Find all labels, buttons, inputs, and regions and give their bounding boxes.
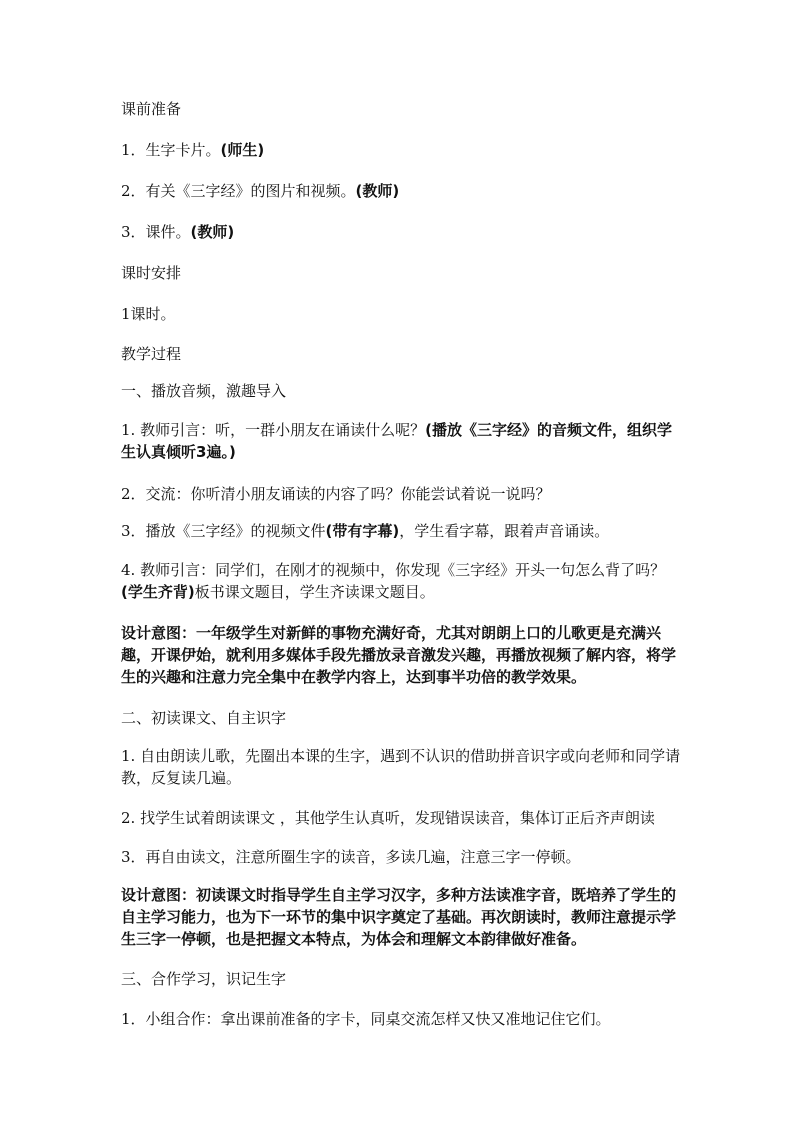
prep-item-2-note: (教师) [355, 182, 400, 200]
prep-item-1-note: (师生) [220, 141, 265, 159]
part1-item-1-note: (播放《三字经》的音频文件，组织学生认真倾听3遍。) [121, 421, 672, 461]
part1-heading: 一、播放音频，激趣导入 [121, 382, 287, 400]
prep-heading: 课前准备 [121, 100, 182, 118]
part1-item-3-text-b: ，学生看字幕，跟着声音诵读。 [399, 522, 610, 540]
design-intent-1: 设计意图：一年级学生对新鲜的事物充满好奇，尤其对朗朗上口的儿歌更是充满兴趣，开课伊始，就利用多媒体手段先播放录音激发兴趣，再播放视频了解内容，将学生的兴趣和注意力完全集中在教学内容上，达到事半功倍的教学效果。 [121, 624, 677, 686]
prep-item-3-note: (教师) [190, 223, 235, 241]
part2-item-1: 1. 自由朗读儿歌，先圈出本课的生字，遇到不认识的借助拼音识字或向老师和同学请教，反复读几遍。 [121, 747, 681, 787]
part1-item-4 [121, 559, 686, 603]
part3-item-1: 1．小组合作：拿出课前准备的字卡，同桌交流怎样又快又准地记住它们。 [121, 1010, 611, 1028]
part1-item-2: 2．交流：你听清小朋友诵读的内容了吗？你能尝试着说一说吗？ [121, 485, 551, 503]
prep-item-1 [121, 139, 686, 161]
part1-item-4-text-b: 板书课文题目，学生齐读课文题目。 [194, 583, 435, 601]
part2-item-3: 3．再自由读文，注意所圈生字的读音，多读几遍，注意三字一停顿。 [121, 848, 581, 866]
prep-item-3 [121, 221, 686, 243]
prep-item-2-text: 2．有关《三字经》的图片和视频。 [121, 182, 356, 200]
part1-item-4-text-a: 4. 教师引言：同学们，在刚才的视频中，你发现《三字经》开头一句怎么背了吗？ [121, 561, 666, 579]
part1-item-1 [121, 419, 686, 463]
part1-item-1-text: 1. 教师引言：听，一群小朋友在诵读什么呢？ [121, 421, 426, 439]
part1-item-3 [121, 520, 686, 542]
prep-item-1-text: 1．生字卡片。 [121, 141, 221, 159]
part3-heading: 三、合作学习，识记生字 [121, 970, 287, 988]
part2-item-2: 2. 找学生试着朗读课文 ，其他学生认真听，发现错误读音，集体订正后齐声朗读 [121, 809, 655, 827]
prep-item-3-text: 3．课件。 [121, 223, 191, 241]
part1-item-3-text-a: 3．播放《三字经》的视频文件 [121, 522, 326, 540]
part1-item-4-note: (学生齐背) [121, 583, 195, 601]
schedule-heading: 课时安排 [121, 264, 182, 282]
design-intent-2: 设计意图：初读课文时指导学生自主学习汉字，多种方法读准字音，既培养了学生的自主学习能力，也为下一环节的集中识字奠定了基础。再次朗读时，教师注意提示学生三字一停顿，也是把握文本特点，为体会和理解文本韵律做好准备。 [121, 886, 677, 948]
part2-heading: 二、初读课文、自主识字 [121, 709, 287, 727]
process-heading: 教学过程 [121, 345, 182, 363]
prep-item-2 [121, 180, 686, 202]
schedule-text: 1课时。 [121, 305, 176, 323]
part1-item-3-note: (带有字幕) [325, 522, 400, 540]
